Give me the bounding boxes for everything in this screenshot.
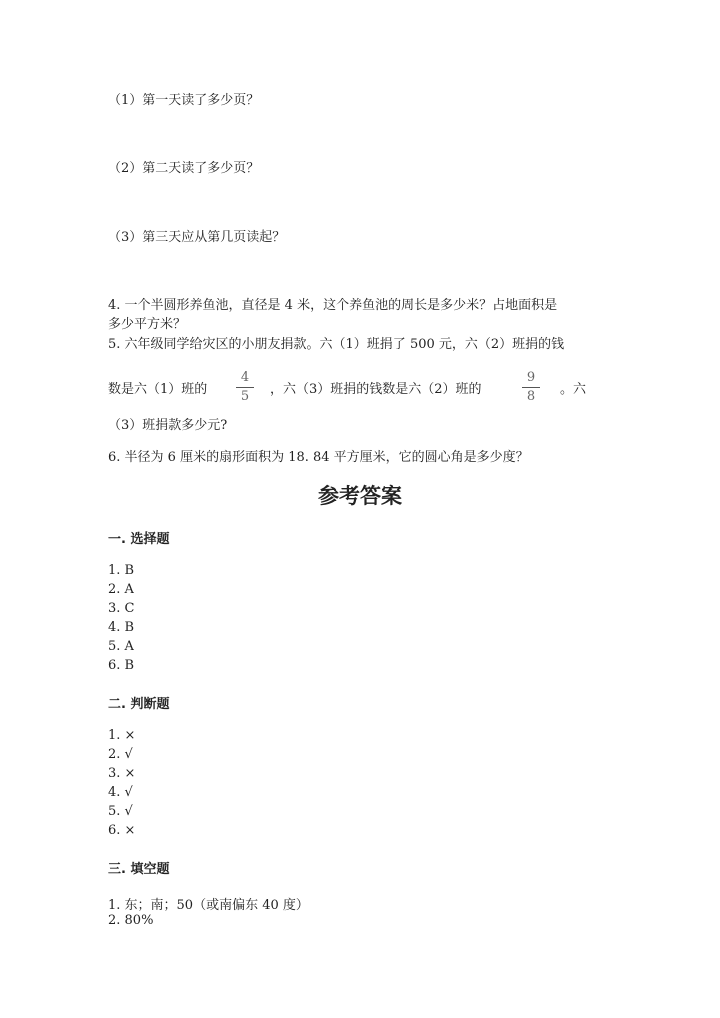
fraction-numerator: 4 — [240, 370, 250, 385]
fraction-nine-eighths — [522, 370, 540, 405]
question-5-part-a: 数是六（1）班的 — [108, 382, 208, 397]
answer-item: 6. × — [108, 823, 136, 838]
answer-item: 2. √ — [108, 747, 133, 762]
answer-item: 6. B — [108, 658, 135, 673]
answer-item: 3. × — [108, 766, 136, 781]
fraction-denominator: 5 — [240, 389, 250, 404]
question-5-line-3: （3）班捐款多少元? — [108, 418, 228, 433]
question-4-line-2: 多少平方米？ — [108, 317, 187, 332]
section-heading-choice: 一. 选择题 — [108, 532, 170, 547]
question-5-line-1: 5. 六年级同学给灾区的小朋友捐款。六（1）班捐了 500 元，六（2）班捐的钱 — [108, 337, 565, 352]
question-5-part-c: 。六 — [560, 382, 587, 397]
fraction-denominator: 8 — [526, 389, 536, 404]
answer-item: 4. B — [108, 620, 135, 635]
question-6: 6. 半径为 6 厘米的扇形面积为 18. 84 平方厘米，它的圆心角是多少度？ — [108, 450, 529, 465]
answer-item: 1. B — [108, 563, 135, 578]
fraction-bar — [236, 387, 254, 388]
answer-item: 1. × — [108, 728, 136, 743]
answer-item: 3. C — [108, 601, 135, 616]
section-heading-judgement: 二. 判断题 — [108, 697, 170, 712]
answer-item: 4. √ — [108, 785, 133, 800]
answer-item: 5. A — [108, 639, 134, 654]
section-heading-fill-blank: 三. 填空题 — [108, 862, 170, 877]
answers-title: 参考答案 — [318, 484, 402, 508]
question-4-line-1: 4. 一个半圆形养鱼池，直径是 4 米，这个养鱼池的周长是多少米？占地面积是 — [108, 298, 558, 313]
fraction-four-fifths — [236, 370, 254, 405]
sub-question-2: （2）第二天读了多少页？ — [108, 161, 260, 176]
answer-item: 1. 东；南；50（或南偏东 40 度） — [108, 898, 309, 913]
fraction-bar — [522, 387, 540, 388]
fraction-numerator: 9 — [526, 370, 536, 385]
sub-question-3: （3）第三天应从第几页读起？ — [108, 230, 286, 245]
answer-item: 2. 80% — [108, 913, 154, 928]
answer-item: 5. √ — [108, 804, 133, 819]
sub-question-1: （1）第一天读了多少页？ — [108, 93, 260, 108]
answer-item: 2. A — [108, 582, 134, 597]
question-5-part-b: ，六（3）班捐的钱数是六（2）班的 — [270, 382, 482, 397]
